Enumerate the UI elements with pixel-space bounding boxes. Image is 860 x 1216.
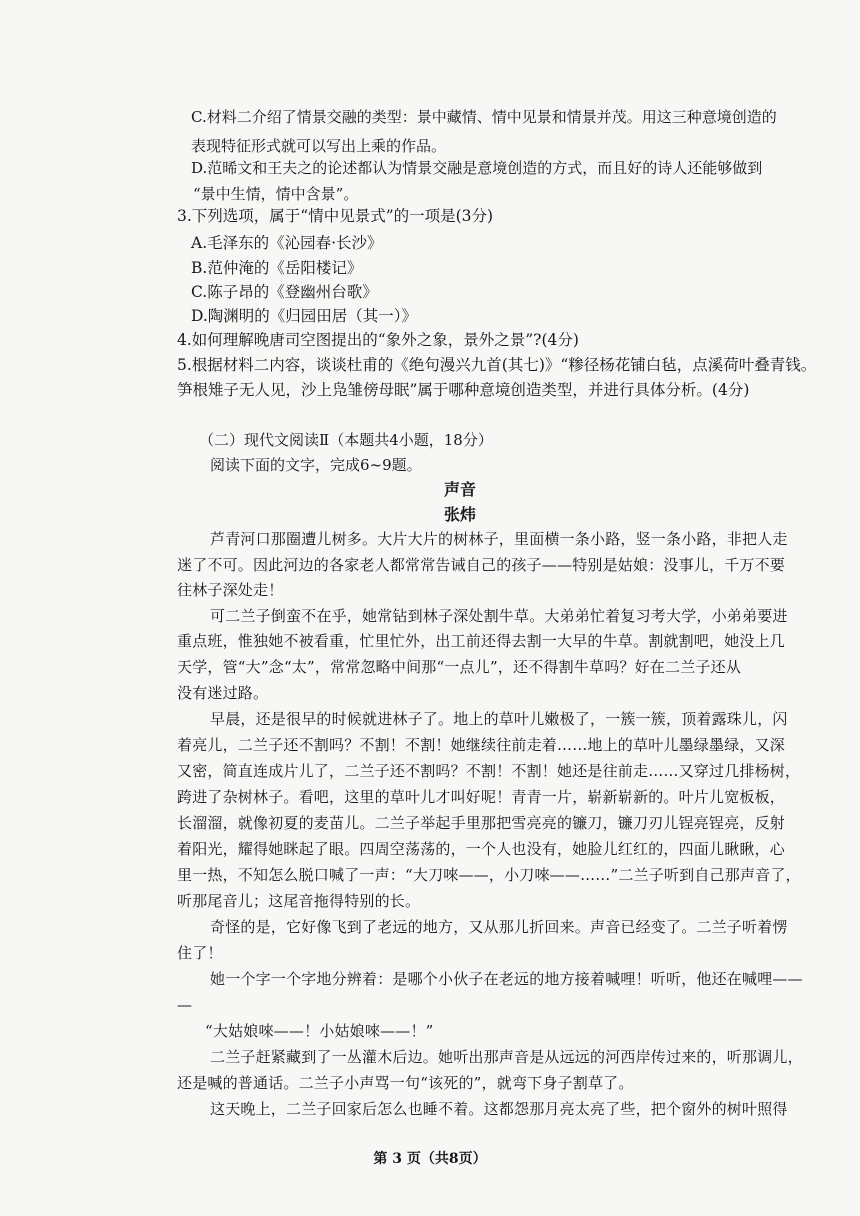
question-3-option-b: B.范仲淹的《岳阳楼记》	[191, 259, 363, 277]
option-d-line-2: “景中生情，情中含景”。	[193, 185, 359, 203]
passage-line: 天学，管“大”念“太”，常常忽略中间那“一点儿”，还不得割牛草吗？好在二兰子还从	[177, 658, 742, 676]
passage-line: 迷了不可。因此河边的各家老人都常常告诫自己的孩子——特别是姑娘：没事儿，千万不要	[177, 556, 786, 574]
option-c-line-1: C.材料二介绍了情景交融的类型：景中藏情、情中见景和情景并茂。用这三种意境创造的	[191, 108, 777, 126]
passage-line: 长溜溜，就像初夏的麦苗儿。二兰子举起手里那把雪亮亮的镰刀，镰刀刃儿锃亮锃亮，反射	[177, 814, 786, 832]
question-3-option-a: A.毛泽东的《沁园春·长沙》	[191, 234, 383, 252]
passage-line: 跨进了杂树林子。看吧，这里的草叶儿才叫好呢！青青一片，崭新崭新的。叶片儿宽板板，	[177, 788, 786, 806]
passage-line: 芦青河口那圈遭儿树多。大片大片的树林子，里面横一条小路，竖一条小路，非把人走	[210, 530, 788, 548]
passage-line: 早晨，还是很早的时候就进林子了。地上的草叶儿嫩极了，一簇一簇，顶着露珠儿，闪	[210, 710, 788, 728]
passage-line: 重点班，惟独她不被看重，忙里忙外，出工前还得去割一大早的牛草。割就割吧，她没上几	[177, 632, 786, 650]
question-3-option-c: C.陈子昂的《登幽州台歌》	[191, 283, 378, 301]
section-heading: （二）现代文阅读Ⅱ（本题共4小题，18分）	[199, 431, 493, 449]
passage-line: 往林子深处走！	[177, 581, 284, 599]
passage-line: 里一热，不知怎么脱口喊了一声：“大刀唻——，小刀唻——……”二兰子听到自己那声音了，	[177, 866, 801, 884]
passage-line: 又密，简直连成片儿了，二兰子还不割吗？不割！不割！她还是往前走……又穿过几排杨树，	[177, 762, 801, 780]
passage-line: 二兰子赶紧藏到了一丛灌木后边。她听出那声音是从远远的河西岸传过来的，听那调儿，	[210, 1048, 803, 1066]
question-5-line-1: 5.根据材料二内容，谈谈杜甫的《绝句漫兴九首(其七)》“糁径杨花铺白毡，点溪荷叶叠青钱。	[177, 356, 817, 374]
section-instruction: 阅读下面的文字，完成6~9题。	[210, 456, 422, 474]
passage-line: 奇怪的是，它好像飞到了老远的地方，又从那儿折回来。声音已经变了。二兰子听着愣	[210, 918, 788, 936]
question-5-line-2: 笋根雉子无人见，沙上凫雏傍母眠”属于哪种意境创造类型，并进行具体分析。(4分)	[177, 381, 750, 399]
passage-line: 可二兰子倒蛮不在乎，她常钻到林子深处割牛草。大弟弟忙着复习考大学，小弟弟要进	[210, 607, 788, 625]
passage-line: 听那尾音儿；这尾音拖得特别的长。	[177, 892, 421, 910]
question-3-option-d: D.陶渊明的《归园田居（其一）》	[191, 307, 418, 325]
passage-title: 声音	[444, 480, 477, 499]
passage-line: 这天晚上，二兰子回家后怎么也睡不着。这都怨那月亮太亮了些，把个窗外的树叶照得	[210, 1100, 788, 1118]
passage-line: 还是喊的普通话。二兰子小声骂一句“该死的”，就弯下身子割草了。	[177, 1074, 634, 1092]
passage-line: 着亮儿，二兰子还不割吗？不割！不割！她继续往前走着……地上的草叶儿墨绿墨绿，又深	[177, 736, 786, 754]
passage-line: 住了！	[177, 944, 223, 962]
page-number: 第 3 页（共8页）	[373, 1151, 487, 1167]
question-4: 4.如何理解晚唐司空图提出的“象外之象，景外之景”?(4分)	[177, 331, 579, 349]
passage-line: 没有迷过路。	[177, 684, 269, 702]
passage-author: 张炜	[444, 505, 477, 524]
option-c-line-2: 表现特征形式就可以写出上乘的作品。	[191, 137, 447, 155]
option-d-line-1: D.范晞文和王夫之的论述都认为情景交融是意境创造的方式，而且好的诗人还能够做到	[191, 159, 763, 177]
passage-line: 着阳光，耀得她眯起了眼。四周空荡荡的，一个人也没有，她脸儿红红的，四面儿瞅瞅，心	[177, 840, 786, 858]
passage-line: “大姑娘唻——！小姑娘唻——！”	[205, 1022, 434, 1040]
passage-line: 她一个字一个字地分辨着：是哪个小伙子在老远的地方接着喊哩！听听，他还在喊哩——	[210, 970, 803, 988]
passage-line: —	[177, 996, 193, 1014]
question-3-stem: 3.下列选项，属于“情中见景式”的一项是(3分)	[177, 207, 494, 225]
